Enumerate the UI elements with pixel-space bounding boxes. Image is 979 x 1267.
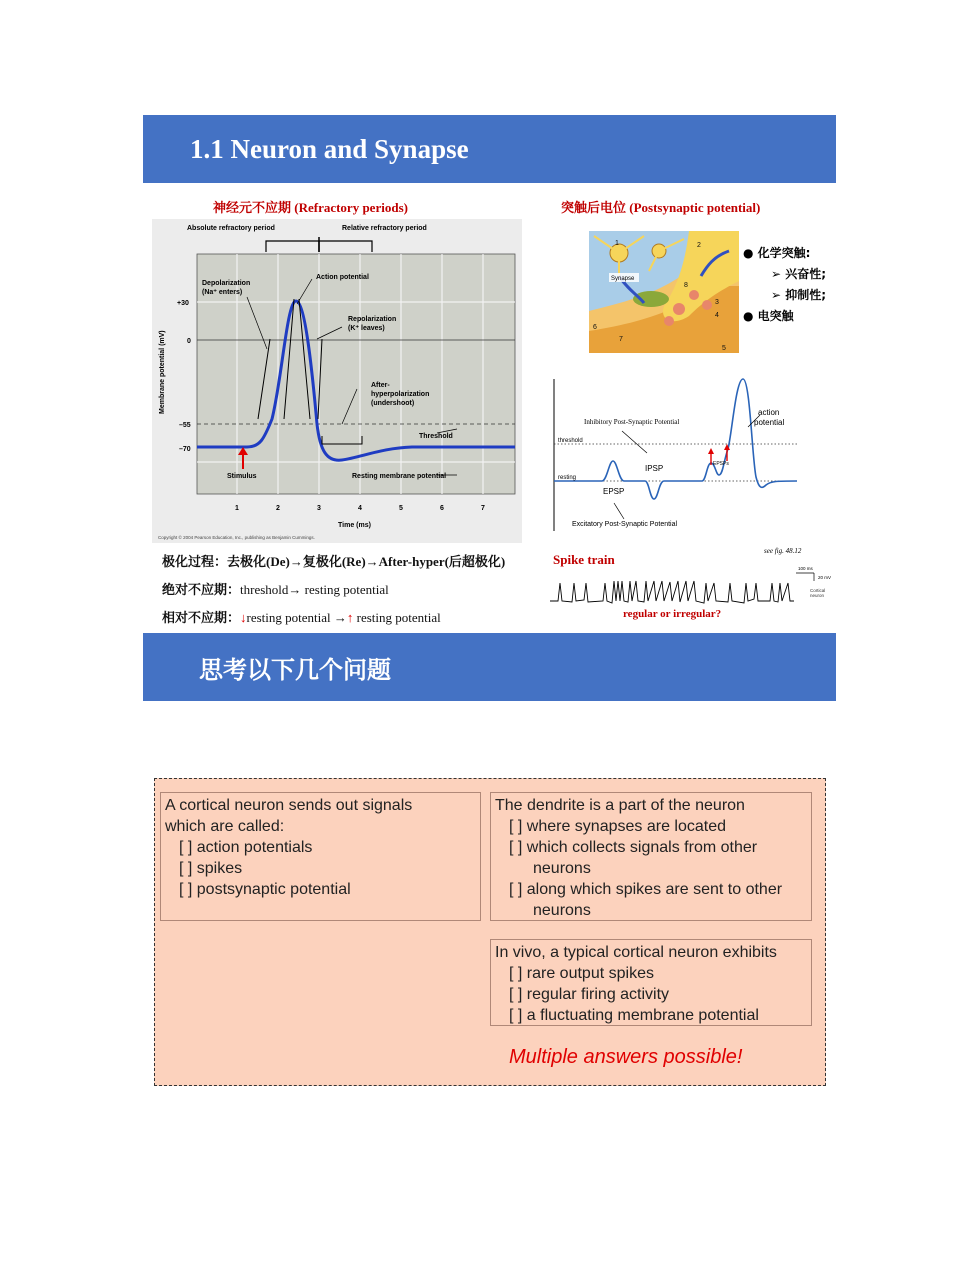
epsp-arrow-icon (708, 448, 714, 454)
questions-title: 思考以下几个问题 (199, 655, 391, 684)
slide-title-banner (143, 115, 836, 183)
right-arrow-icon: → (365, 554, 379, 569)
depolarization-label: Depolarization (202, 280, 251, 287)
question-3-option[interactable]: [ ] regular firing activity (509, 986, 670, 1003)
na-enters-label: (Na⁺ enters) (202, 289, 243, 296)
bullet-inhibitory: ➢ 抑制性; (771, 288, 827, 302)
cortical-label: Cortical (810, 588, 826, 593)
psp-figure (552, 377, 807, 533)
x-tick: 2 (276, 505, 280, 512)
x-tick: 6 (440, 505, 444, 512)
question-3-option[interactable]: [ ] rare output spikes (509, 965, 654, 982)
potential-label: potential (754, 418, 785, 427)
ipsp-caption: Inhibitory Post-Synaptic Potential (584, 418, 680, 426)
synapse-types-list (743, 243, 826, 327)
y-tick: –55 (179, 422, 191, 429)
question-2-option[interactable]: [ ] which collects signals from other (509, 839, 758, 856)
right-arrow-icon: → (288, 582, 302, 597)
question-3-box (490, 939, 812, 1026)
action-potential-label: Action potential (316, 274, 369, 281)
polarization-caption: 极化过程：去极化(De)→复极化(Re)→After-hyper(后超极化) (162, 554, 506, 569)
y-tick: 0 (187, 338, 191, 345)
bullet-dot-icon: ● (743, 309, 754, 323)
synapse-number: 2 (697, 242, 701, 249)
after-label: After- (371, 382, 390, 389)
bullet-excitatory: ➢ 兴奋性; (771, 267, 827, 281)
multiple-answers-note: Multiple answers possible! (509, 1046, 743, 1068)
arrow-bullet-icon: ➢ (771, 288, 782, 302)
action-potential-figure (152, 219, 522, 543)
action-label: action (758, 408, 780, 417)
bullet-chemical-synapse: ● 化学突触: (743, 246, 811, 260)
repolarization-label: Repolarization (348, 316, 397, 323)
x-tick: 1 (235, 505, 239, 512)
synapse-illustration (589, 231, 739, 353)
question-1-option[interactable]: [ ] spikes (179, 860, 243, 877)
relative-refractory-caption: 相对不应期：↓resting potential →↑ resting potential (162, 610, 441, 625)
bullet-electrical-synapse: ● 电突触 (743, 309, 794, 323)
questions-title-banner (143, 633, 836, 701)
resting-line-label: resting (558, 475, 577, 481)
question-3-stem: In vivo, a typical cortical neuron exhibits (495, 944, 777, 961)
see-fig-note: see fig. 48.12 (764, 547, 802, 555)
synapse-number: 7 (619, 336, 623, 343)
k-leaves-label: (K⁺ leaves) (348, 325, 385, 332)
absolute-refractory-caption: 绝对不应期：threshold→ resting potential (162, 582, 389, 597)
question-1-option[interactable]: [ ] action potentials (179, 839, 313, 856)
y-axis-label: Membrane potential (mV) (159, 330, 166, 414)
synapse-number: 3 (715, 299, 719, 306)
question-2-option-cont: neurons (533, 860, 591, 877)
stimulus-label: Stimulus (227, 473, 257, 480)
question-2-option-cont: neurons (533, 902, 591, 919)
spike-train-title: Spike train (553, 552, 615, 567)
refractory-heading: 神经元不应期 (Refractory periods) (213, 200, 408, 215)
question-3-option[interactable]: [ ] a fluctuating membrane potential (509, 1007, 759, 1024)
synapse-number: 8 (684, 282, 688, 289)
scale-mv-label: 20 mV (818, 575, 832, 580)
epsp-label: EPSP (603, 487, 625, 496)
bullet-dot-icon: ● (743, 246, 754, 260)
hyperpolarization-label: hyperpolarization (371, 391, 430, 398)
right-arrow-icon: → (289, 554, 303, 569)
question-1-stem: A cortical neuron sends out signals (165, 797, 413, 814)
arrow-bullet-icon: ➢ (771, 267, 782, 281)
x-tick: 4 (358, 505, 362, 512)
ipsp-label: IPSP (645, 464, 664, 473)
synapse-number: 6 (593, 324, 597, 331)
x-tick: 5 (399, 505, 403, 512)
x-axis-label: Time (ms) (338, 522, 371, 529)
resting-potential-label: Resting membrane potential (352, 473, 447, 480)
threshold-label: Threshold (419, 433, 453, 440)
regular-irregular-question: regular or irregular? (623, 608, 722, 620)
copyright-text: Copyright © 2004 Pearson Education, Inc., publishing as Benjamin Cummings. (158, 535, 315, 540)
question-2-option[interactable]: [ ] where synapses are located (509, 818, 727, 835)
right-arrow-icon: → (333, 610, 347, 625)
x-tick: 3 (317, 505, 321, 512)
question-2-option[interactable]: [ ] along which spikes are sent to other (509, 881, 783, 898)
epsps-label: EPSPs (713, 461, 729, 467)
synapse-number: 4 (715, 312, 719, 319)
synapse-number: 5 (722, 345, 726, 352)
question-1-box (160, 792, 481, 921)
undershoot-label: (undershoot) (371, 400, 415, 407)
psp-heading: 突触后电位 (Postsynaptic potential) (561, 200, 761, 215)
x-tick: 7 (481, 505, 485, 512)
y-tick: –70 (179, 446, 191, 453)
up-arrow-icon: ↑ (346, 610, 354, 625)
synapse-label: Synapse (611, 276, 635, 282)
scale-ms-label: 100 ms (798, 566, 813, 571)
relative-refractory-label: Relative refractory period (342, 225, 427, 232)
down-arrow-icon: ↓ (240, 610, 247, 625)
neuron-label: neuron (810, 593, 825, 598)
question-2-stem: The dendrite is a part of the neuron (495, 797, 745, 814)
question-1-stem-cont: which are called: (165, 818, 285, 835)
threshold-line-label: threshold (558, 438, 583, 444)
slide-title: 1.1 Neuron and Synapse (190, 133, 469, 164)
question-1-option[interactable]: [ ] postsynaptic potential (179, 881, 351, 898)
y-tick: +30 (177, 300, 189, 307)
epsp-caption: Excitatory Post-Synaptic Potential (572, 521, 678, 528)
synapse-number: 1 (615, 240, 619, 247)
spike-train-figure (548, 563, 838, 607)
question-2-box (490, 792, 812, 921)
absolute-refractory-label: Absolute refractory period (187, 225, 275, 232)
